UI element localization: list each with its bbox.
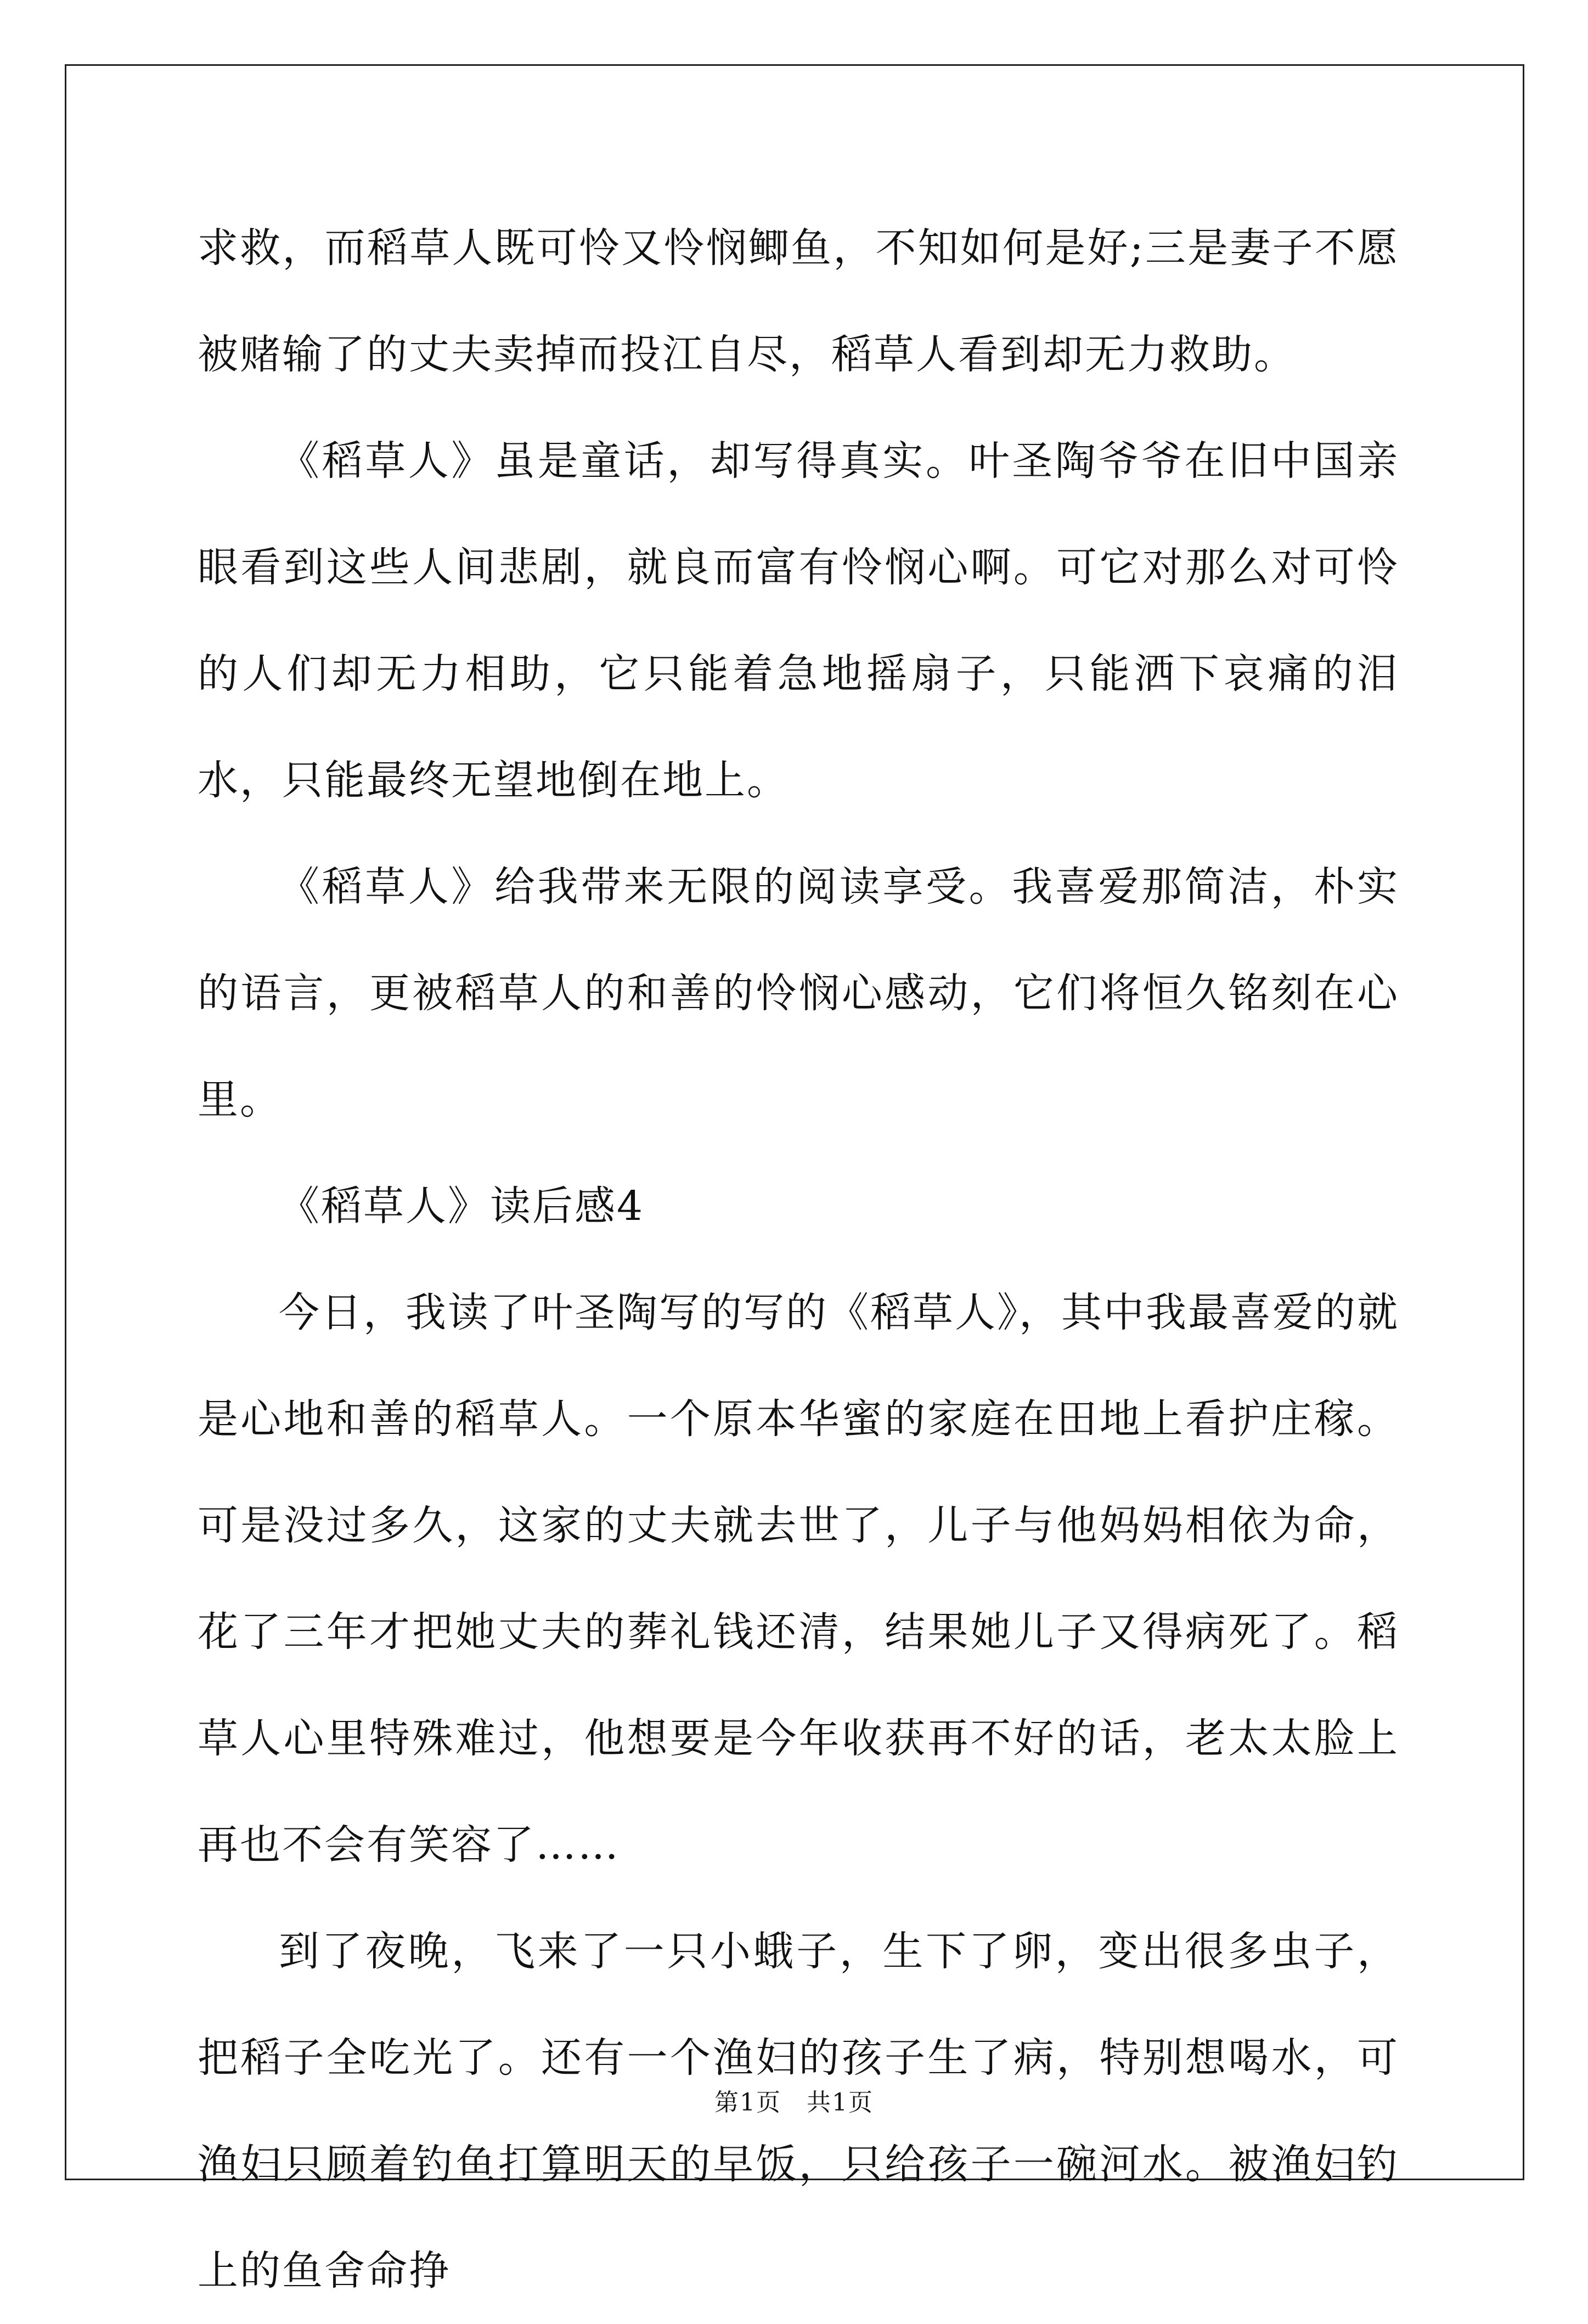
paragraph-1: 求救，而稻草人既可怜又怜悯鲫鱼，不知如何是好;三是妻子不愿被赌输了的丈夫卖掉而投江自尽，稻草人看到却无力救助。: [198, 224, 1399, 378]
paragraph-4: 今日，我读了叶圣陶写的写的《稻草人》，其中我最喜爱的就是心地和善的稻草人。一个原本华蜜的家庭在田地上看护庄稼。可是没过多久，这家的丈夫就去世了，儿子与他妈妈相依为命，花了三年才把她丈夫的葬礼钱还清，结果她儿子又得病死了。稻草人心里特殊难过，他想要是今年收获再不好的话，老太太脸上再也不会有笑容了……: [198, 1289, 1399, 1869]
document-body: [198, 195, 1399, 2324]
paragraph-5: 到了夜晚，飞来了一只小蛾子，生下了卵，变出很多虫子，把稻子全吃光了。还有一个渔妇的孩子生了病，特别想喝水，可渔妇只顾着钓鱼打算明天的早饭，只给孩子一碗河水。被渔妇钓上的鱼舍命挣: [198, 1928, 1399, 2294]
paragraph-3: 《稻草人》给我带来无限的阅读享受。我喜爱那简洁，朴实的语言，更被稻草人的和善的怜悯心感动，它们将恒久铭刻在心里。: [198, 863, 1399, 1123]
paragraph-2: 《稻草人》虽是童话，却写得真实。叶圣陶爷爷在旧中国亲眼看到这些人间悲剧，就良而富有怜悯心啊。可它对那么对可怜的人们却无力相助，它只能着急地摇扇子，只能洒下哀痛的泪水，只能最终无望地倒在地上。: [198, 437, 1399, 804]
section-heading: 《稻草人》读后感4: [279, 1183, 645, 1230]
page-number-footer: 第1页 共1页: [714, 2089, 874, 2117]
